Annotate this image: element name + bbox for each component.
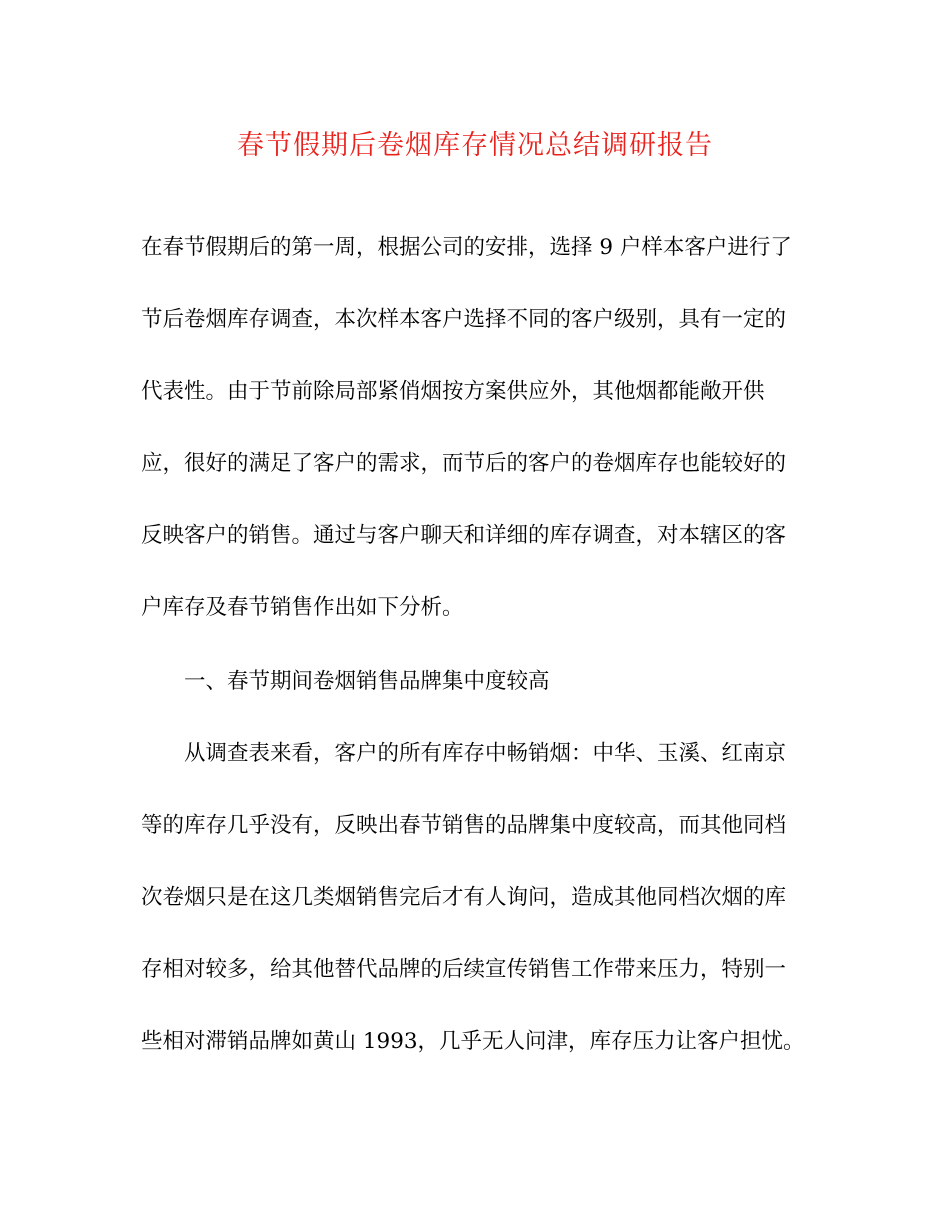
paragraph-line: 户库存及春节销售作出如下分析。: [141, 595, 464, 620]
paragraph-line: 些相对滞销品牌如黄山 1993，几乎无人问津，库存压力让客户担忧。: [141, 1029, 805, 1054]
paragraph-line: 从调查表来看，客户的所有库存中畅销烟：中华、玉溪、红南京: [184, 741, 787, 766]
paragraph-line: 反映客户的销售。通过与客户聊天和详细的库存调查，对本辖区的客: [141, 523, 787, 548]
paragraph-line: 存相对较多，给其他替代品牌的后续宣传销售工作带来压力，特别一: [141, 957, 787, 982]
document-title: 春节假期后卷烟库存情况总结调研报告: [237, 130, 713, 161]
paragraph-line: 在春节假期后的第一周，根据公司的安排，选择 9 户样本客户进行了: [141, 235, 792, 260]
paragraph-line: 等的库存几乎没有，反映出春节销售的品牌集中度较高，而其他同档: [141, 813, 787, 838]
paragraph-line: 应，很好的满足了客户的需求，而节后的客户的卷烟库存也能较好的: [141, 451, 787, 476]
paragraph-line: 次卷烟只是在这几类烟销售完后才有人询问，造成其他同档次烟的库: [141, 885, 787, 910]
paragraph-line: 节后卷烟库存调查，本次样本客户选择不同的客户级别，具有一定的: [141, 307, 787, 332]
paragraph-line: 代表性。由于节前除局部紧俏烟按方案供应外，其他烟都能敞开供: [141, 379, 765, 404]
section-heading: 一、春节期间卷烟销售品牌集中度较高: [184, 669, 550, 694]
